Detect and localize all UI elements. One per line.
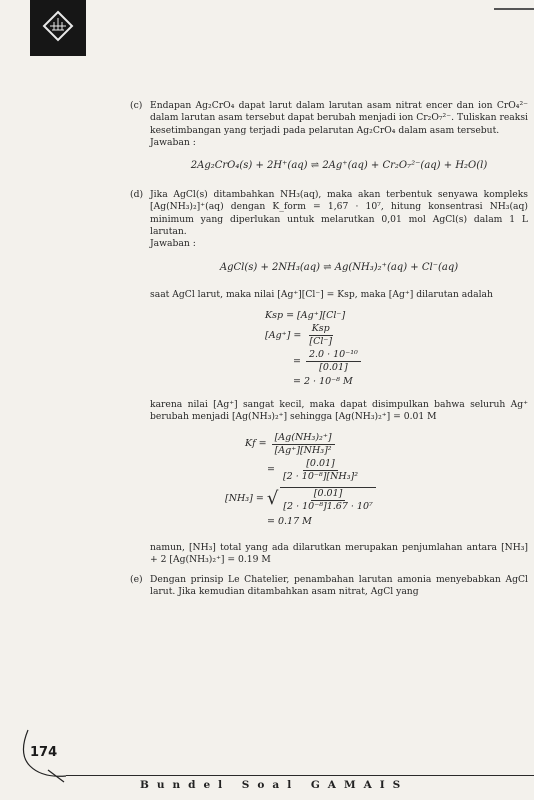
ksp-line-2: [Ag⁺] = Ksp [Cl⁻] bbox=[265, 323, 333, 348]
item-d-text-ksp: saat AgCl larut, maka nilai [Ag⁺][Cl⁻] = Ksp, maka [Ag⁺] dilarutan adalah bbox=[150, 288, 493, 300]
item-c-equation: 2Ag₂CrO₄(s) + 2H⁺(aq) ⇌ 2Ag⁺(aq) + Cr₂O₇²⁻(aq) + H₂O(l) bbox=[190, 160, 488, 172]
kf-line-4: = 0.17 M bbox=[267, 516, 312, 528]
kf-derivation bbox=[225, 432, 528, 530]
gamais-logo bbox=[30, 0, 86, 56]
kf-line-2: = $\frac{[0.01]}{\text{[2 · 10⁻⁸][NH₃]²}}$ bbox=[267, 458, 359, 483]
top-rule bbox=[494, 8, 534, 10]
footer-rule bbox=[66, 775, 534, 776]
item-c-question: Endapan Ag₂CrO₄ dapat larut dalam larutan asam nitrat encer dan ion CrO₄²⁻ dalam larutan asam tersebut dapat berubah menjadi ion Cr₂O₇²⁻. Tuliskan reaksi kesetimbangan yang terjadi pada pelarutan Ag₂CrO₄ dalam asam tersebut. bbox=[150, 100, 528, 136]
item-d-text-total: namun, [NH₃] total yang ada dilarutkan merupakan penjumlahan antara [NH₃] + 2 [Ag(NH₃)₂⁺] = 0.19 M bbox=[150, 541, 528, 565]
page-number: 174 bbox=[30, 745, 58, 760]
item-d-text-ag: karena nilai [Ag⁺] sangat kecil, maka dapat disimpulkan bahwa seluruh Ag⁺ berubah menjadi [Ag(NH₃)₂⁺] sehingga [Ag(NH₃)₂⁺] = 0.01 M bbox=[150, 398, 528, 423]
item-d-answer-label: Jawaban : bbox=[150, 238, 196, 250]
item-c bbox=[130, 100, 528, 173]
ksp-line-1: Ksp = [Ag⁺][Cl⁻] bbox=[265, 309, 346, 321]
sqrt-icon: √ bbox=[266, 488, 279, 510]
book-title: Bundel Soal GAMAIS bbox=[140, 779, 409, 791]
item-d-question: Jika AgCl(s) ditambahkan NH₃(aq), maka akan terbentuk senyawa kompleks [Ag(NH₃)₂]⁺(aq) dengan K_form = 1,67 · 10⁷, hitung konsentrasi NH₃(aq) minimum yang diperlukan untuk melarutkan 0,01 mol AgCl(s) dalam 1 L larutan. bbox=[150, 189, 528, 238]
item-c-label: (c) bbox=[130, 100, 143, 111]
item-d-label: (d) bbox=[130, 189, 144, 201]
ksp-derivation bbox=[265, 309, 528, 389]
item-c-answer-label: Jawaban : bbox=[150, 136, 196, 148]
kf-line-3: [NH₃] = √ [0.01] [2 · 10⁻⁸]1.67 · 10⁷ bbox=[225, 484, 528, 516]
ksp-line-3: = $\frac{\text{2.0 · 10⁻¹⁰}}{[0.01]}$ bbox=[265, 349, 528, 375]
item-e-label: (e) bbox=[130, 574, 143, 586]
item-d-equation: AgCl(s) + 2NH₃(aq) ⇌ Ag(NH₃)₂⁺(aq) + Cl⁻(aq) bbox=[219, 261, 459, 273]
item-d bbox=[130, 189, 528, 566]
item-e-question: Dengan prinsip Le Chatelier, penambahan larutan amonia menyebabkan AgCl larut. Jika kemudian ditambahkan asam nitrat, AgCl yang bbox=[150, 574, 528, 598]
logo-emblem-icon bbox=[30, 0, 86, 56]
item-e bbox=[130, 574, 528, 599]
ksp-line-4: = 2 · 10⁻⁸ M bbox=[293, 375, 353, 387]
page-content bbox=[130, 100, 528, 599]
kf-line-1: Kf = $\frac{\text{[Ag(NH₃)₂⁺]}}{\text{[Ag⁺][NH₃]²}}$ bbox=[245, 432, 528, 458]
